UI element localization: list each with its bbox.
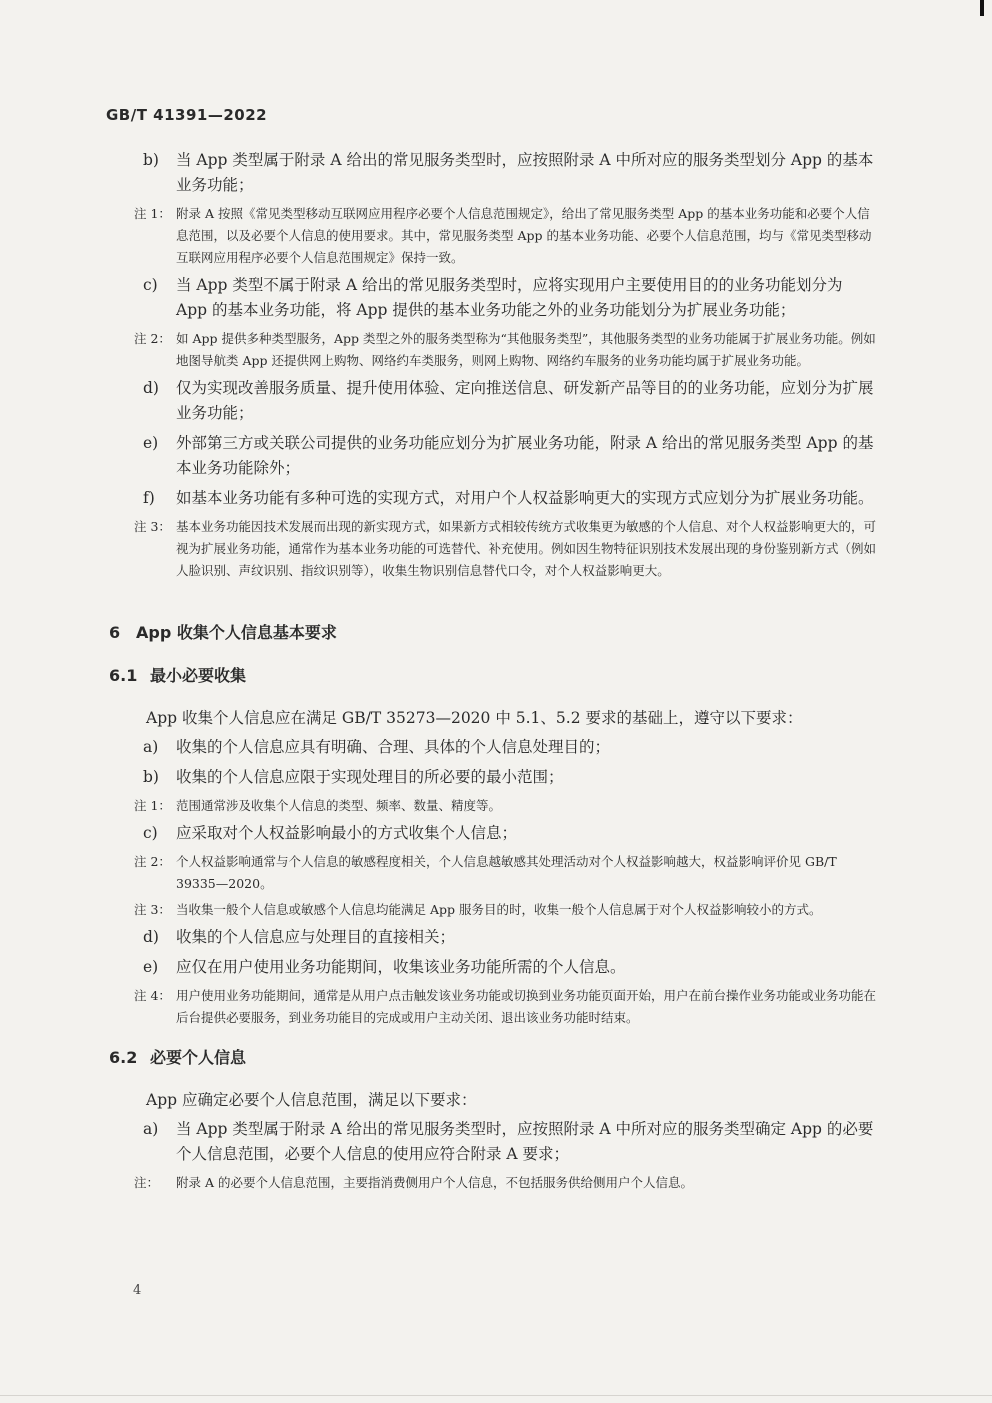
note-label: 注 2： [134, 854, 171, 869]
item-label: a) [143, 1120, 159, 1138]
item-text: 应仅在用户使用业务功能期间，收集该业务功能所需的个人信息。 [176, 958, 626, 976]
list-item [0, 273, 876, 323]
item-text: 当 App 类型属于附录 A 给出的常见服务类型时，应按照附录 A 中所对应的服务类型确定 App 的必要个人信息范围，必要个人信息的使用应符合附录 A 要求； [176, 1120, 874, 1163]
item-label: c) [143, 824, 158, 842]
item-text: 收集的个人信息应与处理目的直接相关； [176, 928, 456, 946]
note [0, 795, 880, 817]
note-text: 如 App 提供多种类型服务，App 类型之外的服务类型称为“其他服务类型”，其他服务类型的业务功能属于扩展业务功能。例如地图导航类 App 还提供网上购物、网络约车类服务，则网上购物、网络约车服务的业务功能均属于扩展业务功能。 [176, 331, 876, 368]
list-item [0, 955, 876, 980]
section-title: 必要个人信息 [150, 1048, 247, 1067]
note-label: 注 4： [134, 988, 171, 1003]
page-number: 4 [133, 1283, 142, 1298]
note-label: 注 2： [134, 331, 171, 346]
section-heading-6-1 [0, 663, 992, 688]
paragraph: App 应确定必要个人信息范围，满足以下要求： [146, 1091, 477, 1109]
list-item [0, 735, 876, 760]
note [0, 851, 880, 895]
note [0, 203, 880, 269]
section-title: 最小必要收集 [150, 666, 247, 685]
item-text: 收集的个人信息应限于实现处理目的所必要的最小范围； [176, 768, 564, 786]
list-item [0, 148, 876, 198]
section-number: 6 [109, 623, 121, 642]
note-text: 基本业务功能因技术发展而出现的新实现方式，如果新方式相较传统方式收集更为敏感的个人信息、对个人权益影响更大的，可视为扩展业务功能，通常作为基本业务功能的可选替代、补充使用。例如因生物特征识别技术发展出现的身份鉴别新方式（例如人脸识别、声纹识别、指纹识别等），收集生物识别信息替代口令，对个人权益影响更大。 [176, 519, 877, 578]
item-text: 应采取对个人权益影响最小的方式收集个人信息； [176, 824, 518, 842]
section-heading-6-2 [0, 1045, 992, 1070]
note-label: 注 1： [134, 798, 171, 813]
section-heading-6 [0, 620, 992, 645]
section-number: 6.1 [109, 666, 138, 685]
note [0, 1172, 880, 1194]
item-text: 仅为实现改善服务质量、提升使用体验、定向推送信息、研发新产品等目的的业务功能，应划分为扩展业务功能； [176, 379, 874, 422]
item-label: d) [143, 379, 159, 397]
note-text: 用户使用业务功能期间，通常是从用户点击触发该业务功能或切换到业务功能页面开始，用户在前台操作业务功能或业务功能在后台提供必要服务，到业务功能目的完成或用户主动关闭、退出该业务功能时结束。 [176, 988, 877, 1025]
note [0, 899, 880, 921]
item-label: b) [143, 768, 159, 786]
note-label: 注 3： [134, 519, 171, 534]
item-label: a) [143, 738, 159, 756]
list-item [0, 376, 876, 426]
page-content [0, 148, 992, 1198]
standard-code: GB/T 41391—2022 [106, 106, 268, 124]
list-item [0, 925, 876, 950]
list-item [0, 1117, 876, 1167]
scan-edge [0, 1395, 992, 1396]
list-item [0, 765, 876, 790]
note-label: 注： [134, 1175, 160, 1190]
list-item [0, 821, 876, 846]
note [0, 985, 880, 1029]
note [0, 328, 880, 372]
item-label: c) [143, 276, 158, 294]
item-text: 收集的个人信息应具有明确、合理、具体的个人信息处理目的； [176, 738, 611, 756]
item-label: e) [143, 434, 159, 452]
item-text: 当 App 类型属于附录 A 给出的常见服务类型时，应按照附录 A 中所对应的服务类型划分 App 的基本业务功能； [176, 151, 874, 194]
item-text: 当 App 类型不属于附录 A 给出的常见服务类型时，应将实现用户主要使用目的的业务功能划分为 App 的基本业务功能，将 App 提供的基本业务功能之外的业务功能划分为扩展业务功能； [176, 276, 843, 319]
paragraph: App 收集个人信息应在满足 GB/T 35273—2020 中 5.1、5.2 要求的基础上，遵守以下要求： [146, 709, 803, 727]
note-text: 附录 A 的必要个人信息范围，主要指消费侧用户个人信息，不包括服务供给侧用户个人信息。 [176, 1175, 693, 1190]
note-text: 个人权益影响通常与个人信息的敏感程度相关，个人信息越敏感其处理活动对个人权益影响越大，权益影响评价见 GB/T 39335—2020。 [176, 854, 837, 891]
list-item [0, 486, 876, 511]
item-label: f) [143, 489, 155, 507]
note [0, 516, 880, 582]
note-text: 当收集一般个人信息或敏感个人信息均能满足 App 服务目的时，收集一般个人信息属于对个人权益影响较小的方式。 [176, 902, 822, 917]
item-label: b) [143, 151, 159, 169]
item-text: 如基本业务功能有多种可选的实现方式，对用户个人权益影响更大的实现方式应划分为扩展业务功能。 [176, 489, 874, 507]
note-label: 注 3： [134, 902, 171, 917]
item-label: d) [143, 928, 159, 946]
scan-mark [980, 0, 984, 16]
item-label: e) [143, 958, 159, 976]
note-text: 范围通常涉及收集个人信息的类型、频率、数量、精度等。 [176, 798, 502, 813]
list-item [0, 431, 876, 481]
note-text: 附录 A 按照《常见类型移动互联网应用程序必要个人信息范围规定》，给出了常见服务类型 App 的基本业务功能和必要个人信息范围，以及必要个人信息的使用要求。其中，常见服务类型 App 的基本业务功能、必要个人信息范围，均与《常见类型移动互联网应用程序必要个人信息范围规定》保持一致。 [176, 206, 872, 265]
section-title: App 收集个人信息基本要求 [136, 623, 337, 642]
note-label: 注 1： [134, 206, 171, 221]
item-text: 外部第三方或关联公司提供的业务功能应划分为扩展业务功能，附录 A 给出的常见服务类型 App 的基本业务功能除外； [176, 434, 874, 477]
section-number: 6.2 [109, 1048, 138, 1067]
